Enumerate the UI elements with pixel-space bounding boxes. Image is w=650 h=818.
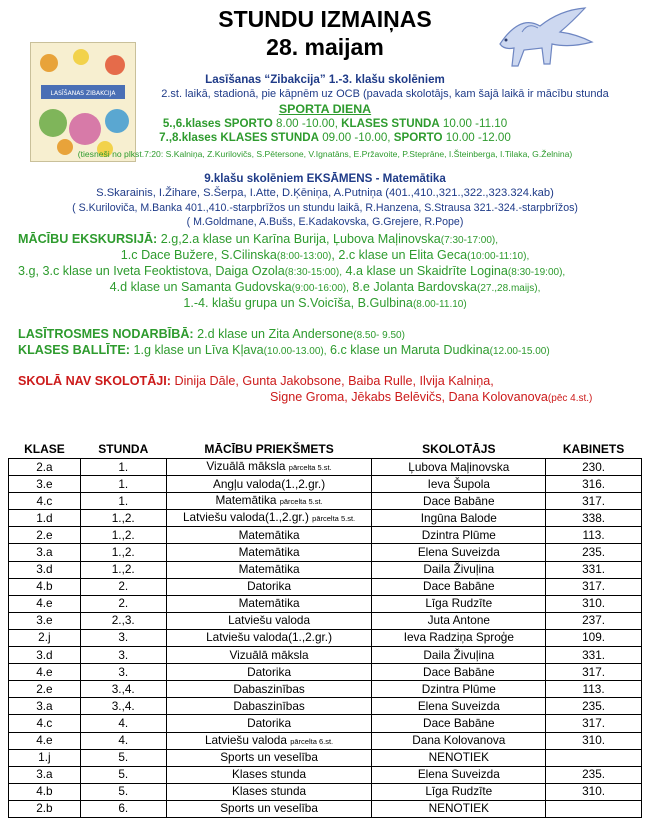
cell-lesson: 3. (80, 664, 166, 681)
cell-teacher: Elena Suveizda (372, 766, 546, 783)
table-row (9, 629, 642, 646)
subject-name: Datorika (247, 579, 292, 594)
cell-room: 310. (546, 595, 642, 612)
sport-line-1: 5.,6.klases SPORTO 8.00 -10.00, KLASES STUNDA 10.00 -11.10 (162, 117, 508, 130)
cell-room: 109. (546, 629, 642, 646)
excursion-line-1: MĀCĪBU EKSKURSIJĀ: 2.g,2.a klase un Karīna Burija, Ļubova Maļinovska(7:30-17:00), (18, 232, 499, 246)
cell-lesson: 3. (80, 647, 166, 664)
subject-note: pārcelta 5.st. (288, 463, 332, 473)
table-row (9, 698, 642, 715)
cell-room: 235. (546, 544, 642, 561)
cell-subject (166, 476, 372, 493)
cell-teacher: Dace Babāne (372, 493, 546, 510)
subject-name: Latviešu valoda(1.,2.gr.) (206, 630, 333, 645)
cell-subject (166, 664, 372, 681)
subject-name: Latviešu valoda(1.,2.gr.) (182, 510, 309, 525)
cell-teacher: Ļubova Maļinovska (372, 459, 546, 476)
cell-lesson: 2.,3. (80, 612, 166, 629)
cell-teacher: Dzintra Plūme (372, 681, 546, 698)
subject-name: Dabaszinības (233, 681, 305, 696)
reading-class-line: LASĪTROSMES NODARBĪBĀ: 2.d klase un Zita Andersone(8.50- 9.50) (18, 327, 405, 341)
cell-room: 317. (546, 715, 642, 732)
subject-name: Datorika (247, 664, 292, 679)
cell-room: 113. (546, 527, 642, 544)
subject-name: Matemātika (238, 596, 300, 611)
page-date: 28. maijam (266, 34, 384, 60)
cell-teacher: Dana Kolovanova (372, 732, 546, 749)
cell-teacher: Ieva Radziņa Sproģe (372, 629, 546, 646)
cell-class: 1.d (9, 510, 81, 527)
cell-room: 331. (546, 647, 642, 664)
subject-name: Latviešu valoda (228, 613, 311, 628)
exam-title: 9.klašu skolēniem EKSĀMENS - Matemātika (204, 172, 446, 185)
absent-teachers-line-2: Signe Groma, Jēkabs Belēvičs, Dana Kolovanova(pēc 4.st.) (270, 390, 593, 404)
cell-teacher: Līga Rudzīte (372, 595, 546, 612)
table-row (9, 493, 642, 510)
cell-subject (166, 612, 372, 629)
excursion-line-3: 3.g, 3.c klase un Iveta Feoktistova, Daiga Ozola(8:30-15:00), 4.a klase un Skaidrīte Logina(8:30-19:00), (18, 264, 566, 278)
excursion-line-2: 1.c Dace Bužere, S.Cilinska(8:00-13:00), 2.c klase un Elita Geca(10:00-11:10), (120, 248, 530, 262)
cell-lesson: 1.,2. (80, 544, 166, 561)
cell-teacher: NENOTIEK (372, 749, 546, 766)
column-header-subject: MĀCĪBU PRIEKŠMETS (166, 427, 372, 459)
exam-line-2: ( S.Kuriloviča, M.Banka 401.,410.-starpbrīžos un stundu laikā, R.Hanzena, S.Strausa 321.-324.-starpbrīžos) (72, 202, 578, 214)
table-row (9, 578, 642, 595)
cell-room (546, 800, 642, 817)
cell-lesson: 1. (80, 459, 166, 476)
excursion-line-4: 4.d klase un Samanta Gudovska(9:00-16:00), 8.e Jolanta Bardovska(27.,28.maijs), (109, 280, 541, 294)
cell-lesson: 5. (80, 766, 166, 783)
cell-lesson: 3.,4. (80, 698, 166, 715)
cell-subject (166, 766, 372, 783)
cell-class: 4.b (9, 783, 81, 800)
cell-class: 3.a (9, 698, 81, 715)
table-row (9, 527, 642, 544)
cell-subject (166, 459, 372, 476)
cell-room (546, 749, 642, 766)
subject-name: Matemātika (238, 562, 300, 577)
cell-room: 235. (546, 698, 642, 715)
cell-teacher: Dzintra Plūme (372, 527, 546, 544)
table-row (9, 595, 642, 612)
cell-class: 4.e (9, 732, 81, 749)
subject-name: Matemātika (215, 493, 277, 508)
cell-subject (166, 544, 372, 561)
subject-name: Klases stunda (232, 767, 307, 782)
table-row (9, 681, 642, 698)
cell-class: 4.e (9, 595, 81, 612)
excursion-line-5: 1.-4. klašu grupa un S.Voicīša, B.Gulbina(8.00-11.10) (183, 296, 467, 310)
cell-lesson: 3. (80, 629, 166, 646)
cell-class: 3.a (9, 544, 81, 561)
cell-lesson: 5. (80, 749, 166, 766)
subject-name: Vizuālā māksla (229, 647, 309, 662)
cell-subject (166, 527, 372, 544)
subject-name: Angļu valoda(1.,2.gr.) (212, 476, 326, 491)
cell-lesson: 5. (80, 783, 166, 800)
cell-room: 237. (546, 612, 642, 629)
column-header-room: KABINETS (546, 427, 642, 459)
subject-name: Matemātika (238, 545, 300, 560)
cell-class: 4.c (9, 715, 81, 732)
class-party-line: KLASES BALLĪTE: 1.g klase un Līva Kļava(10.00-13.00), 6.c klase un Maruta Dudkina(12.00-15.00) (18, 343, 550, 357)
table-row (9, 459, 642, 476)
cell-subject (166, 732, 372, 749)
pegasus-image (480, 4, 605, 74)
cell-teacher: Ieva Šupola (372, 476, 546, 493)
cell-teacher: Dace Babāne (372, 578, 546, 595)
subject-name: Dabaszinības (233, 698, 305, 713)
subject-name: Matemātika (238, 527, 300, 542)
cell-teacher: Daila Živuļina (372, 647, 546, 664)
table-row (9, 510, 642, 527)
table-row (9, 647, 642, 664)
cell-teacher: Ingūna Balode (372, 510, 546, 527)
subject-note: pārcelta 5.st. (312, 514, 356, 524)
subject-note: pārcelta 5.st. (279, 497, 323, 507)
cell-lesson: 4. (80, 715, 166, 732)
reading-event-title: Lasīšanas “Zibakcija” 1.-3. klašu skolēniem (205, 73, 445, 86)
cell-class: 3.e (9, 612, 81, 629)
cell-lesson: 1. (80, 493, 166, 510)
cell-class: 4.c (9, 493, 81, 510)
sport-judges-note: (tiesneši no plkst.7:20: S.Kalniņa, Z.Kurilovičs, S.Pētersone, V.Ignatāns, E.Pržavoite, P.Steprāne, I.Šteinberga, I.Tilaka, G.Želnina) (77, 149, 573, 159)
page-title: STUNDU IZMAIŅAS (218, 6, 432, 32)
sport-line-2: 7.,8.klases KLASES STUNDA 09.00 -10.00, SPORTO 10.00 -12.00 (159, 131, 511, 144)
cell-room: 317. (546, 493, 642, 510)
cell-class: 2.e (9, 681, 81, 698)
exam-line-1: S.Skarainis, I.Žihare, S.Šerpa, I.Atte, D.Ķēniņa, A.Putniņa (401.,410.,321.,322.,323.324.kab) (96, 187, 554, 199)
cell-subject (166, 629, 372, 646)
cell-lesson: 4. (80, 732, 166, 749)
cell-teacher: Dace Babāne (372, 664, 546, 681)
cell-room: 310. (546, 783, 642, 800)
cell-subject (166, 800, 372, 817)
schedule-changes-table (8, 427, 642, 818)
cell-teacher: Juta Antone (372, 612, 546, 629)
exam-line-3: ( M.Goldmane, A.Bušs, E.Kadakovska, G.Grejere, R.Pope) (186, 216, 464, 228)
subject-name: Datorika (247, 715, 292, 730)
cell-lesson: 1.,2. (80, 510, 166, 527)
cell-lesson: 6. (80, 800, 166, 817)
table-row (9, 732, 642, 749)
subject-name: Sports un veselība (220, 750, 318, 765)
cell-room: 317. (546, 578, 642, 595)
cell-room: 338. (546, 510, 642, 527)
cell-class: 3.e (9, 476, 81, 493)
table-row (9, 544, 642, 561)
cell-subject (166, 698, 372, 715)
sport-day-title: SPORTA DIENA (278, 102, 372, 116)
cell-lesson: 2. (80, 578, 166, 595)
cell-room: 310. (546, 732, 642, 749)
cell-room: 316. (546, 476, 642, 493)
cell-subject (166, 647, 372, 664)
cell-teacher: Daila Živuļina (372, 561, 546, 578)
cell-lesson: 2. (80, 595, 166, 612)
absent-teachers-line-1: SKOLĀ NAV SKOLOTĀJI: Dinija Dāle, Gunta Jakobsone, Baiba Rulle, Ilvija Kalniņa, (18, 374, 494, 388)
cell-teacher: Dace Babāne (372, 715, 546, 732)
cell-class: 2.j (9, 629, 81, 646)
cell-lesson: 1.,2. (80, 561, 166, 578)
cell-class: 3.d (9, 647, 81, 664)
cell-room: 235. (546, 766, 642, 783)
table-row (9, 664, 642, 681)
cell-subject (166, 561, 372, 578)
cell-subject (166, 681, 372, 698)
subject-name: Sports un veselība (220, 801, 318, 816)
cell-class: 4.e (9, 664, 81, 681)
table-row (9, 749, 642, 766)
cell-teacher: Līga Rudzīte (372, 783, 546, 800)
table-header-row (9, 427, 642, 459)
subject-name: Klases stunda (232, 784, 307, 799)
table-row (9, 561, 642, 578)
subject-note: pārcelta 6.st. (290, 736, 334, 746)
subject-name: Vizuālā māksla (206, 459, 286, 474)
cell-class: 2.e (9, 527, 81, 544)
cell-lesson: 3.,4. (80, 681, 166, 698)
table-row (9, 800, 642, 817)
cell-room: 230. (546, 459, 642, 476)
table-row (9, 766, 642, 783)
column-header-teacher: SKOLOTĀJS (372, 427, 546, 459)
cell-subject (166, 715, 372, 732)
cell-room: 317. (546, 664, 642, 681)
cell-class: 4.b (9, 578, 81, 595)
cell-class: 3.d (9, 561, 81, 578)
cell-lesson: 1. (80, 476, 166, 493)
reading-event-note: 2.st. laikā, stadionā, pie kāpnēm uz OCB (pavada skolotājs, kam šajā laikā ir mācību stunda (161, 88, 609, 100)
table-row (9, 476, 642, 493)
table-row (9, 612, 642, 629)
cell-class: 3.a (9, 766, 81, 783)
cell-subject (166, 578, 372, 595)
column-header-class: KLASE (9, 427, 81, 459)
cell-class: 2.a (9, 459, 81, 476)
column-header-lesson: STUNDA (80, 427, 166, 459)
cell-room: 113. (546, 681, 642, 698)
cell-class: 2.b (9, 800, 81, 817)
table-row (9, 715, 642, 732)
cell-teacher: NENOTIEK (372, 800, 546, 817)
table-row (9, 783, 642, 800)
cell-subject (166, 510, 372, 527)
cell-lesson: 1.,2. (80, 527, 166, 544)
cell-teacher: Elena Suveizda (372, 544, 546, 561)
cell-class: 1.j (9, 749, 81, 766)
poster-text: LASĪŠANAS ZIBAKCIJA (50, 90, 116, 97)
cell-subject (166, 493, 372, 510)
subject-name: Latviešu valoda (204, 732, 287, 747)
cell-subject (166, 595, 372, 612)
cell-teacher: Elena Suveizda (372, 698, 546, 715)
cell-subject (166, 783, 372, 800)
cell-room: 331. (546, 561, 642, 578)
cell-subject (166, 749, 372, 766)
